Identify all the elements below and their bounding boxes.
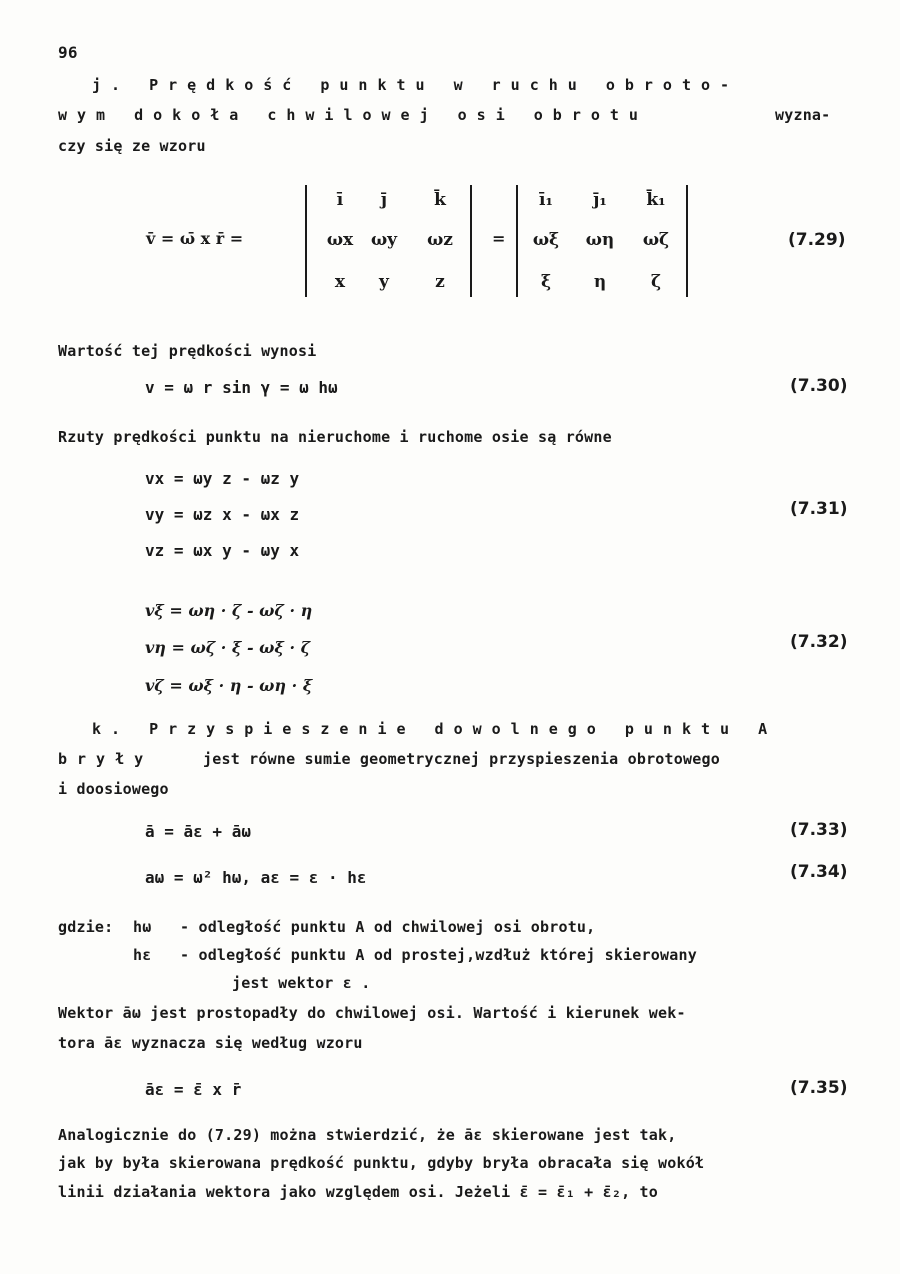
det1-cell: x [334, 272, 346, 292]
eq-7-29-label: (7.29) [788, 230, 846, 250]
det2-cell: ωη [585, 230, 615, 250]
text-rzuty: Rzuty prędkości punktu na nieruchome i ruchome osie są równe [58, 428, 612, 446]
text-wektor-line2: tora āε wyznacza się według wzoru [58, 1034, 363, 1052]
det1-left-bar [305, 185, 307, 297]
det2-cell: ξ [540, 272, 552, 292]
det2-cell: ωζ [642, 230, 670, 250]
section-k-line3: i doosiowego [58, 780, 169, 798]
section-k-line2-rest: jest równe sumie geometrycznej przyspieszenia obrotowego [203, 750, 720, 768]
eq-7-34-expr: aω = ω² hω, aε = ε · hε [145, 868, 367, 887]
det2-cell: k̄₁ [646, 190, 666, 210]
text-analog-line2: jak by była skierowana prędkość punktu, gdyby bryła obracała się wokół [58, 1154, 705, 1172]
eq-7-32-line: vξ = ωη · ζ - ωζ · η [145, 601, 313, 620]
eq-7-35-label: (7.35) [790, 1078, 848, 1098]
gdzie-item2-symbol: hε [133, 946, 152, 964]
text-wektor-line1: Wektor āω jest prostopadły do chwilowej osi. Wartość i kierunek wek- [58, 1004, 686, 1022]
det2-left-bar [516, 185, 518, 297]
text-wartosc: Wartość tej prędkości wynosi [58, 342, 317, 360]
eq-7-32-line: vζ = ωξ · η - ωη · ξ [145, 676, 313, 695]
det2-cell: j̄₁ [593, 190, 607, 210]
det2-cell: ī₁ [539, 190, 553, 210]
eq-7-31-label: (7.31) [790, 499, 848, 519]
det2-cell: ωξ [532, 230, 560, 250]
eq-7-31-line: vx = ωy z - ωz y [145, 469, 300, 488]
det1-cell: z [435, 272, 445, 292]
det1-cell: ωy [370, 230, 398, 250]
det1-right-bar [470, 185, 472, 297]
section-k-line2-start: bryły [58, 750, 154, 768]
det1-cell: k̄ [434, 190, 446, 210]
det1-cell: y [379, 272, 389, 292]
text-analog-line1: Analogicznie do (7.29) można stwierdzić, że āε skierowane jest tak, [58, 1126, 677, 1144]
section-j-line2-end: wyzna- [775, 106, 831, 124]
section-j-line2: wym dokoła chwilowej osi obrotu [58, 106, 648, 124]
eq-7-33-label: (7.33) [790, 820, 848, 840]
text-analog-line3: linii działania wektora jako względem osi. Jeżeli ε̄ = ε̄₁ + ε̄₂, to [58, 1183, 658, 1201]
eq-7-31-line: vy = ωz x - ωx z [145, 505, 300, 524]
page-number: 96 [58, 43, 78, 62]
eq-7-32-line: vη = ωζ · ξ - ωξ · ζ [145, 638, 311, 657]
gdzie-item1-symbol: hω [133, 918, 152, 936]
gdzie-item2-text: - odległość punktu A od prostej,wzdłuż której skierowany [180, 946, 697, 964]
gdzie-label: gdzie: [58, 918, 114, 936]
det1-cell: ī [336, 190, 344, 210]
eq-7-31-line: vz = ωx y - ωy x [145, 541, 300, 560]
det1-cell: ωx [326, 230, 354, 250]
det2-cell: ζ [650, 272, 662, 292]
eq-7-30-label: (7.30) [790, 376, 848, 396]
det1-cell: ωz [427, 230, 453, 250]
section-k-heading: k. Przyspieszenie dowolnego punktu A [92, 720, 778, 738]
eq-7-33-expr: ā = āε + āω [145, 822, 251, 841]
det2-cell: η [593, 272, 607, 292]
det1-cell: j̄ [380, 190, 388, 210]
det2-right-bar [686, 185, 688, 297]
section-j-heading: j. Prędkość punktu w ruchu obroto- [92, 76, 740, 94]
eq-7-29-mid-equals: = [492, 229, 506, 248]
eq-7-30-expr: v = ω r sin γ = ω hω [145, 378, 338, 397]
section-j-line3: czy się ze wzoru [58, 137, 206, 155]
eq-7-29-lhs: v̄ = ω̄ x r̄ = [146, 229, 244, 248]
eq-7-35-expr: āε = ε̄ x r̄ [145, 1080, 242, 1099]
gdzie-item2-cont: jest wektor ε . [232, 974, 371, 992]
eq-7-34-label: (7.34) [790, 862, 848, 882]
eq-7-32-label: (7.32) [790, 632, 848, 652]
gdzie-item1-text: - odległość punktu A od chwilowej osi obrotu, [180, 918, 596, 936]
